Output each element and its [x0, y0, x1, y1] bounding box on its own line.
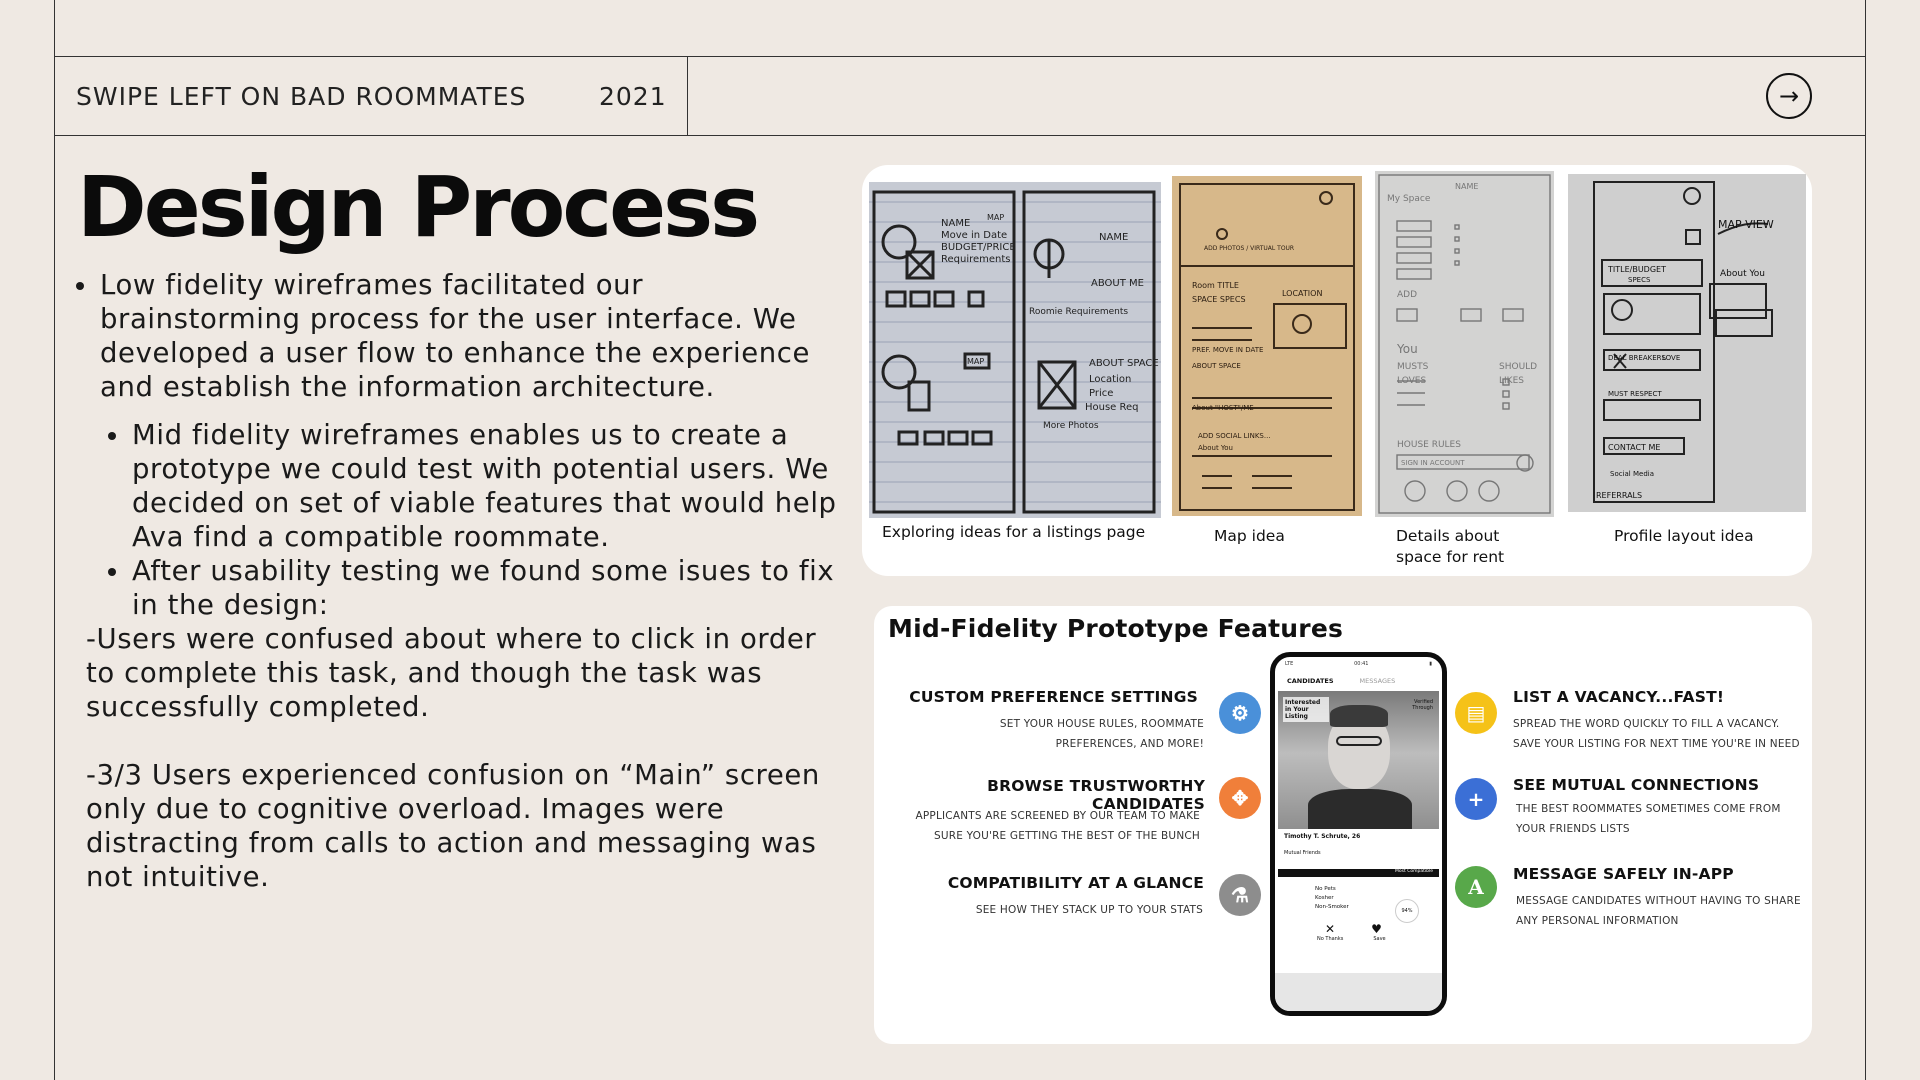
header-bottom-line	[54, 135, 1866, 136]
svg-text:My Space: My Space	[1387, 194, 1431, 204]
svg-text:ADD: ADD	[1397, 290, 1418, 300]
sketch-map-idea	[1172, 176, 1362, 516]
phone-bottom-area	[1275, 973, 1442, 1011]
feature-heading-candidates: BROWSE TRUSTWORTHY CANDIDATES	[987, 777, 1205, 813]
svg-text:You: You	[1397, 342, 1418, 356]
svg-text:Social Media: Social Media	[1610, 470, 1655, 478]
verified-label: Verified Through	[1412, 699, 1433, 711]
svg-text:ADD PHOTOS / VIRTUAL TOUR: ADD PHOTOS / VIRTUAL TOUR	[1204, 245, 1295, 252]
feature-desc-candidates: APPLICANTS ARE SCREENED BY OUR TEAM TO MAKE SURE YOU'RE GETTING THE BEST OF THE BUNCH	[915, 810, 1200, 842]
phone-mockup	[1270, 652, 1447, 1016]
svg-text:Move in Date: Move in Date	[941, 230, 1008, 241]
svg-text:SPACE SPECS: SPACE SPECS	[1192, 295, 1246, 304]
phone-action-labels: No Thanks Save	[1317, 936, 1386, 942]
body-text	[74, 268, 844, 894]
sketch-listings-page	[869, 182, 1161, 518]
svg-text:NAME: NAME	[941, 218, 971, 229]
match-percent: 94%	[1395, 899, 1419, 923]
svg-text:TITLE/BUDGET: TITLE/BUDGET	[1608, 265, 1666, 274]
features-title: Mid-Fidelity Prototype Features	[888, 614, 1344, 643]
svg-text:MUSTS: MUSTS	[1397, 362, 1429, 372]
project-year: 2021	[599, 82, 667, 111]
svg-text:MAP: MAP	[987, 213, 1005, 222]
feature-heading-preferences: CUSTOM PREFERENCE SETTINGS	[909, 688, 1198, 706]
svg-text:SPECS: SPECS	[1628, 276, 1651, 284]
svg-text:LIKES: LIKES	[1499, 376, 1524, 386]
phone-actions	[1275, 922, 1442, 936]
feature-desc-vacancy: SPREAD THE WORD QUICKLY TO FILL A VACANCY. SAVE YOUR LISTING FOR NEXT TIME YOU'RE IN NEED	[1513, 718, 1800, 750]
feature-desc-preferences: SET YOUR HOUSE RULES, ROOMMATE PREFERENCES, AND MORE!	[999, 718, 1204, 750]
most-compatible-badge: Most Compatible	[1278, 869, 1439, 877]
bullet-low-fidelity: Low fidelity wireframes facilitated our brainstorming process for the user interface. We developed a user flow to enhance the experience and establish the information architecture.	[74, 268, 844, 404]
add-user-icon: +	[1455, 778, 1497, 820]
finding-1: -Users were confused about where to click in order to complete this task, and though the task was successfully completed.	[86, 623, 817, 723]
svg-text:House Req: House Req	[1085, 402, 1139, 413]
feature-desc-message: MESSAGE CANDIDATES WITHOUT HAVING TO SHARE ANY PERSONAL INFORMATION	[1516, 895, 1801, 927]
svg-text:About "HOST"/ME: About "HOST"/ME	[1192, 404, 1254, 412]
interested-label: Interested in Your Listing	[1283, 697, 1329, 722]
svg-text:NAME: NAME	[1455, 182, 1479, 191]
feature-desc-compatibility: SEE HOW THEY STACK UP TO YOUR STATS	[975, 904, 1203, 916]
feature-desc-mutual: THE BEST ROOMMATES SOMETIMES COME FROM YOUR FRIENDS LISTS	[1516, 803, 1781, 835]
next-arrow-button[interactable]	[1766, 73, 1812, 119]
svg-text:About You: About You	[1198, 444, 1233, 452]
candidate-info	[1278, 829, 1439, 869]
expand-icon: ✥	[1219, 777, 1261, 819]
svg-text:Price: Price	[1089, 388, 1114, 399]
frame-left-line	[54, 0, 55, 1080]
svg-text:ADD SOCIAL LINKS...: ADD SOCIAL LINKS...	[1198, 432, 1271, 440]
candidate-traits: No Pets Kosher Non-Smoker	[1315, 886, 1349, 910]
svg-text:ABOUT SPACE: ABOUT SPACE	[1089, 358, 1159, 369]
frame-right-line	[1865, 0, 1866, 1080]
feature-heading-compatibility: COMPATIBILITY AT A GLANCE	[947, 874, 1204, 892]
sketch-profile-layout	[1568, 174, 1806, 512]
svg-text:BUDGET/PRICE: BUDGET/PRICE	[941, 242, 1016, 253]
svg-text:PREF. MOVE IN DATE: PREF. MOVE IN DATE	[1192, 346, 1264, 354]
feature-heading-mutual: SEE MUTUAL CONNECTIONS	[1513, 776, 1760, 794]
svg-text:LOVES: LOVES	[1397, 376, 1427, 386]
svg-text:LOVE: LOVE	[1662, 354, 1681, 362]
svg-text:About You: About You	[1720, 269, 1765, 279]
caption-details: Details about space for rent	[1396, 527, 1505, 566]
bullet-mid-fidelity: Mid fidelity wireframes enables us to create a prototype we could test with potential users. We decided on set of viable features that would help Ava find a compatible roommate.	[106, 418, 844, 554]
svg-text:MAP VIEW: MAP VIEW	[1718, 218, 1774, 231]
sketch-space-details	[1375, 171, 1554, 517]
candidate-name: Timothy T. Schrute, 26	[1284, 833, 1361, 840]
svg-text:NAME: NAME	[1099, 232, 1129, 243]
finding-2: -3/3 Users experienced confusion on “Main” screen only due to cognitive overload. Images were distracting from calls to action and messaging was not intuitive.	[86, 759, 820, 893]
caption-listings: Exploring ideas for a listings page	[882, 523, 1146, 541]
svg-text:DEAL BREAKERS: DEAL BREAKERS	[1608, 354, 1666, 362]
save-heart-icon[interactable]: ♥	[1371, 922, 1382, 936]
svg-text:HOUSE RULES: HOUSE RULES	[1397, 440, 1461, 450]
svg-text:ABOUT SPACE: ABOUT SPACE	[1192, 362, 1241, 370]
reject-icon[interactable]: ✕	[1325, 922, 1336, 936]
svg-text:Requirements: Requirements	[941, 254, 1011, 265]
phone-tabs	[1275, 671, 1442, 691]
svg-text:SIGN IN ACCOUNT: SIGN IN ACCOUNT	[1401, 459, 1465, 467]
tab-messages[interactable]: MESSAGES	[1359, 677, 1396, 685]
page-title: Design Process	[77, 158, 758, 256]
gears-icon: ⚙	[1219, 692, 1261, 734]
svg-text:Roomie Requirements: Roomie Requirements	[1029, 307, 1129, 317]
feature-heading-message: MESSAGE SAFELY IN-APP	[1513, 865, 1734, 883]
phone-status-bar: LTE 00:41 ▮	[1285, 661, 1432, 667]
feature-heading-vacancy: LIST A VACANCY...FAST!	[1513, 688, 1725, 706]
flask-icon: ⚗	[1219, 874, 1261, 916]
svg-text:Location: Location	[1089, 374, 1132, 385]
arrow-right-icon: →	[1778, 82, 1800, 110]
message-icon: A	[1455, 866, 1497, 908]
caption-map: Map idea	[1214, 527, 1285, 545]
svg-text:ABOUT ME: ABOUT ME	[1091, 278, 1144, 289]
svg-text:MUST RESPECT: MUST RESPECT	[1608, 390, 1662, 398]
tab-candidates[interactable]: CANDIDATES	[1287, 677, 1334, 685]
svg-text:MAP: MAP	[967, 357, 985, 366]
svg-text:LOCATION: LOCATION	[1282, 289, 1323, 298]
bullet-usability: After usability testing we found some isues to fix in the design:	[106, 554, 844, 622]
listing-icon: ▤	[1455, 692, 1497, 734]
svg-text:CONTACT ME: CONTACT ME	[1608, 443, 1661, 452]
mutual-friends: Mutual Friends	[1284, 850, 1321, 856]
caption-profile: Profile layout idea	[1614, 527, 1754, 545]
svg-text:SHOULD: SHOULD	[1499, 362, 1538, 372]
svg-text:More Photos: More Photos	[1043, 421, 1099, 431]
header-top-line	[54, 56, 1866, 57]
svg-text:REFERRALS: REFERRALS	[1596, 491, 1643, 500]
svg-text:Room TITLE: Room TITLE	[1192, 281, 1239, 290]
header-divider	[687, 56, 688, 136]
project-title: SWIPE LEFT ON BAD ROOMMATES	[76, 82, 527, 111]
candidate-photo	[1278, 691, 1439, 829]
